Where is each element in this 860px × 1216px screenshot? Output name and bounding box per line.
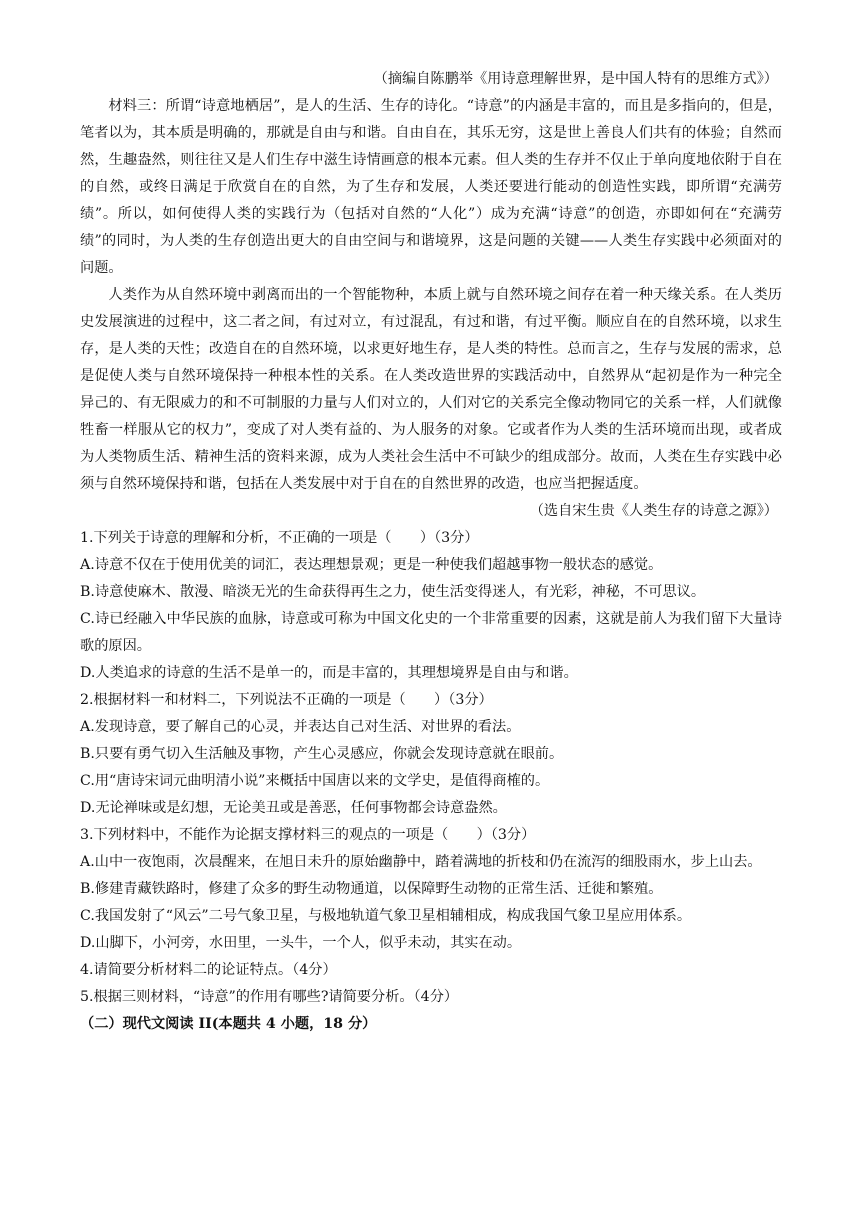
option-a: A.发现诗意，要了解自己的心灵，并表达自己对生活、对世界的看法。 [80, 719, 521, 735]
option-d: D.人类追求的诗意的生活不是单一的，而是丰富的，其理想境界是自由与和谐。 [80, 665, 578, 681]
material-3-paragraph-1: 材料三：所谓“诗意地栖居”，是人的生活、生存的诗化。“诗意”的内涵是丰富的，而且是多指向的，但是，笔者以为，其本质是明确的，那就是自由与和谐。自由自在，其乐无穷，这是世上善良人们共有的体验；自然而然，生趣盎然，则往往又是人们生存中滋生诗情画意的根本元素。但人类的生存并不仅止于单向度地依附于自在的自然，或终日满足于欣赏自在的自然，为了生存和发展，人类还要进行能动的创造性实践，即所谓“充满劳绩”。所以，如何使得人类的实践行为（包括对自然的“人化”）成为充满“诗意”的创造，亦即如何在“充满劳绩”的同时，为人类的生存创造出更大的自由空间与和谐境界，这是问题的关键——人类生存实践中必须面对的问题。 [80, 98, 782, 276]
question-2 [80, 687, 782, 822]
section-heading: （二）现代文阅读 II(本题共 4 小题，18 分） [80, 1016, 377, 1032]
option-c: C.用“唐诗宋词元曲明清小说”来概括中国唐以来的文学史，是值得商榷的。 [80, 773, 550, 789]
option-d: D.无论禅味或是幻想，无论美丑或是善恶，任何事物都会诗意盎然。 [80, 800, 507, 816]
question-stem: 1.下列关于诗意的理解和分析，不正确的一项是（ ）（3分） [80, 530, 479, 546]
option-b: B.诗意使麻木、散漫、暗淡无光的生命获得再生之力，使生活变得迷人，有光彩，神秘，不可思议。 [80, 584, 706, 600]
question-1 [80, 525, 782, 687]
material-2-source: （摘编自陈鹏举《用诗意理解世界，是中国人特有的思维方式》） [373, 71, 778, 87]
option-c: C.我国发射了“风云”二号气象卫星，与极地轨道气象卫星相辅相成，构成我国气象卫星应用体系。 [80, 908, 692, 924]
option-a: A.诗意不仅在于使用优美的词汇，表达理想景观；更是一种使我们超越事物一般状态的感觉。 [80, 557, 663, 573]
option-a: A.山中一夜饱雨，次晨醒来，在旭日未升的原始幽静中，踏着满地的折枝和仍在流泻的细股雨水，步上山去。 [80, 854, 762, 870]
option-d: D.山脚下，小河旁，水田里，一头牛，一个人，似乎未动，其实在动。 [80, 935, 522, 951]
option-c: C.诗已经融入中华民族的血脉，诗意或可称为中国文化史的一个非常重要的因素，这就是前人为我们留下大量诗歌的原因。 [80, 611, 782, 654]
question-stem: 3.下列材料中，不能作为论据支撑材料三的观点的一项是（ ）（3分） [80, 827, 536, 843]
material-3-source: （选自宋生贵《人类生存的诗意之源》） [529, 503, 778, 519]
question-3 [80, 822, 782, 957]
material-3-paragraph-2: 人类作为从自然环境中剥离而出的一个智能物种，本质上就与自然环境之间存在着一种天缘关系。在人类历史发展演进的过程中，这二者之间，有过对立，有过混乱，有过和谐，有过平衡。顺应自在的自然环境，以求生存，是人类的天性；改造自在的自然环境，以求更好地生存，是人类的特性。总而言之，生存与发展的需求，总是促使人类与自然环境保持一种根本性的关系。在人类改造世界的实践活动中，自然界从“起初是作为一种完全异己的、有无限威力的和不可制服的力量与人们对立的，人们对它的关系完全像动物同它的关系一样，人们就像牲畜一样服从它的权力”，变成了对人类有益的、为人服务的对象。它或者作为人类的生活环境而出现，或者成为人类物质生活、精神生活的资料来源，成为人类社会生活中不可缺少的组成部分。故而，人类在生存实践中必须与自然环境保持和谐，包括在人类发展中对于自在的自然世界的改造，也应当把握适度。 [80, 287, 782, 492]
option-b: B.修建青藏铁路时，修建了众多的野生动物通道，以保障野生动物的正常生活、迁徙和繁殖。 [80, 881, 663, 897]
option-b: B.只要有勇气切入生活触及事物，产生心灵感应，你就会发现诗意就在眼前。 [80, 746, 564, 762]
question-stem: 2.根据材料一和材料二，下列说法不正确的一项是（ ）（3分） [80, 692, 493, 708]
question-4: 4.请简要分析材料二的论证特点。（4分） [80, 962, 337, 978]
question-5: 5.根据三则材料，“诗意”的作用有哪些?请简要分析。（4分） [80, 989, 459, 1005]
